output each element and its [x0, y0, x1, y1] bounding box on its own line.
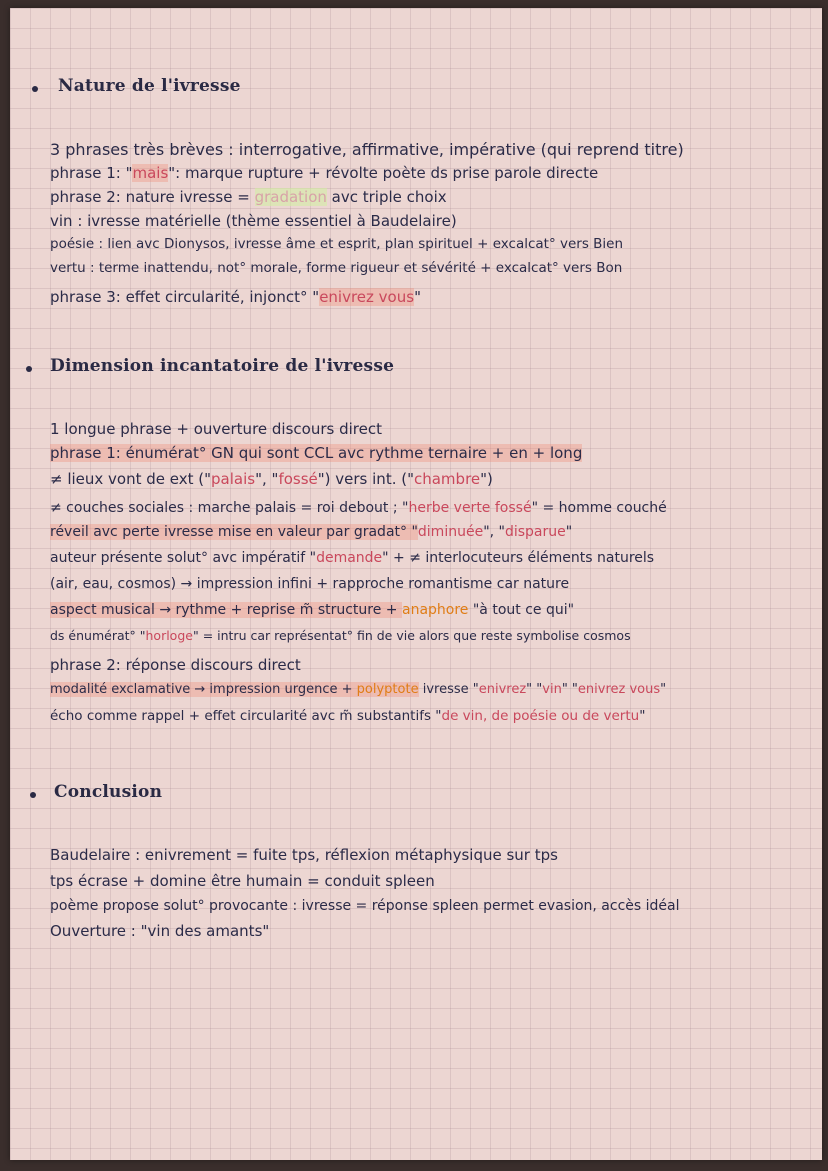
note-line: réveil avc perte ivresse mise en valeur par gradat° "diminuée", "disparue": [50, 524, 573, 540]
note-line: ds énumérat° "horloge" = intru car représentat° fin de vie alors que reste symbolise cosmos: [50, 628, 631, 643]
section-heading-nature: Nature de l'ivresse: [58, 76, 241, 96]
note-line: phrase 1: "mais": marque rupture + révolte poète ds prise parole directe: [50, 164, 599, 182]
note-line: 3 phrases très brèves : interrogative, affirmative, impérative (qui reprend titre): [50, 140, 684, 159]
section-heading-dimension: Dimension incantatoire de l'ivresse: [50, 356, 395, 376]
note-line: vin : ivresse matérielle (thème essentiel à Baudelaire): [50, 212, 457, 230]
note-line: vertu : terme inattendu, not° morale, forme rigueur et sévérité + excalcat° vers Bon: [50, 260, 623, 276]
note-line: phrase 2: réponse discours direct: [50, 656, 301, 674]
note-line: Baudelaire : enivrement = fuite tps, réflexion métaphysique sur tps: [50, 846, 558, 864]
note-line: (air, eau, cosmos) → impression infini + rapproche romantisme car nature: [50, 576, 570, 592]
note-line: Ouverture : "vin des amants": [50, 922, 270, 940]
note-line: tps écrase + domine être humain = conduit spleen: [50, 872, 435, 890]
note-line: phrase 1: énumérat° GN qui sont CCL avc rythme ternaire + en + long: [50, 444, 583, 462]
bullet-icon: [30, 792, 36, 798]
note-line: modalité exclamative → impression urgence + polyptote ivresse "enivrez" "vin" "enivrez vous": [50, 682, 667, 697]
note-line: ≠ lieux vont de ext ("palais", "fossé") vers int. ("chambre"): [50, 470, 493, 488]
section-heading-conclusion: Conclusion: [54, 782, 163, 802]
note-line: aspect musical → rythme + reprise m̃ structure + anaphore "à tout ce qui": [50, 602, 575, 618]
note-line: 1 longue phrase + ouverture discours direct: [50, 420, 382, 438]
notebook-page: [10, 8, 822, 1160]
note-line: écho comme rappel + effet circularité avc m̃ substantifs "de vin, de poésie ou de vertu": [50, 708, 646, 724]
note-line: poésie : lien avc Dionysos, ivresse âme et esprit, plan spirituel + excalcat° vers Bien: [50, 236, 624, 252]
note-line: phrase 2: nature ivresse = gradation avc triple choix: [50, 188, 447, 206]
bullet-icon: [32, 86, 38, 92]
note-line: ≠ couches sociales : marche palais = roi debout ; "herbe verte fossé" = homme couché: [50, 500, 667, 516]
note-line: auteur présente solut° avc impératif "demande" + ≠ interlocuteurs éléments naturels: [50, 550, 655, 566]
note-line: poème propose solut° provocante : ivresse = réponse spleen permet evasion, accès idéal: [50, 898, 680, 914]
note-line: phrase 3: effet circularité, injonct° "enivrez vous": [50, 288, 421, 306]
bullet-icon: [26, 366, 32, 372]
